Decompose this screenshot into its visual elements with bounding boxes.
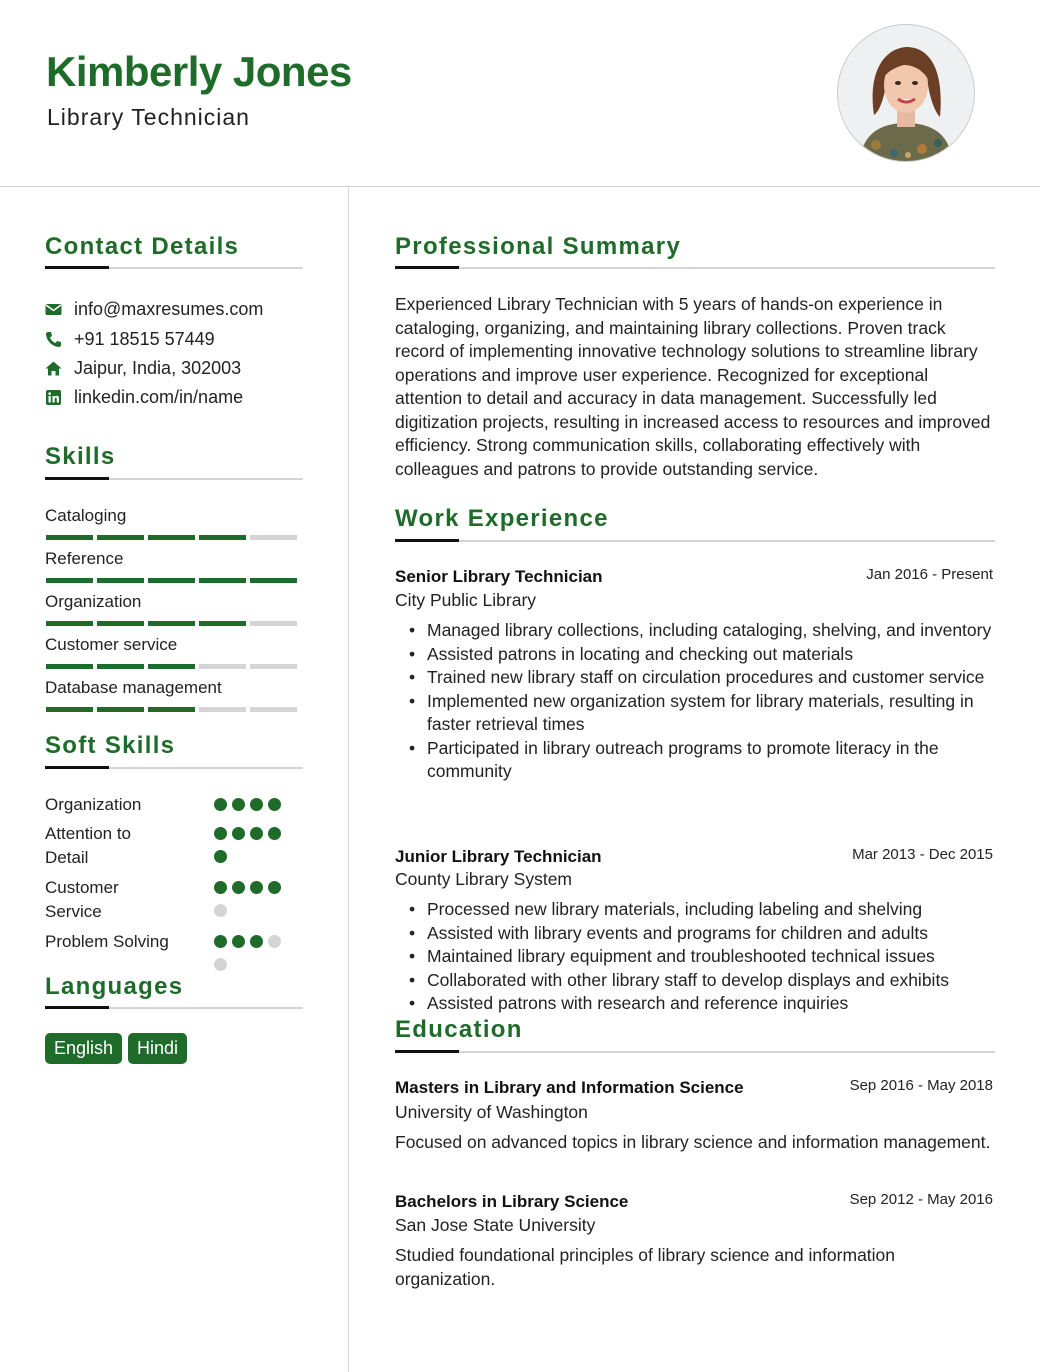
contact-linkedin[interactable] [45, 385, 243, 409]
contact-email-text: info@maxresumes.com [74, 298, 264, 319]
job-dates: Mar 2013 - Dec 2015 [852, 846, 993, 863]
soft-skill-dot [250, 798, 263, 811]
candidate-title: Library Technician [47, 104, 250, 130]
list-item: • Processed new library materials, including labeling and shelving [409, 898, 995, 922]
education-dates: Sep 2012 - May 2016 [849, 1191, 993, 1208]
skill-level-segment [250, 707, 297, 712]
skill-label: Organization [45, 592, 142, 611]
linkedin-icon [45, 389, 62, 406]
contact-linkedin-text: linkedin.com/in/name [74, 386, 244, 407]
job-title: Junior Library Technician [395, 847, 602, 866]
skill-level-segment [46, 621, 93, 626]
skill-level-segment [148, 578, 195, 583]
job-dates: Jan 2016 - Present [866, 566, 993, 583]
soft-skill-dot [214, 827, 227, 840]
soft-skill-dot [232, 935, 245, 948]
skill-level-segment [46, 535, 93, 540]
school-name: San Jose State University [395, 1215, 596, 1235]
soft-skill-dot [214, 881, 227, 894]
phone-icon [45, 331, 62, 348]
job-organization: City Public Library [395, 590, 537, 610]
skill-bar [46, 621, 301, 626]
soft-skill-rating [214, 827, 288, 863]
skill-level-segment [199, 535, 246, 540]
soft-skill-dot [214, 798, 227, 811]
skill-level-segment [97, 621, 144, 626]
soft-skill-label: Organization [45, 795, 142, 814]
soft-skill-dot [232, 827, 245, 840]
skill-label: Reference [45, 549, 124, 568]
skill-level-segment [46, 664, 93, 669]
soft-skill-dot [268, 798, 281, 811]
skills-heading: Skills [45, 443, 116, 470]
contact-heading-rule [45, 267, 303, 269]
home-icon [45, 360, 62, 377]
list-item: • Implemented new organization system for library materials, resulting in faster retrieval times [409, 690, 995, 737]
education-description: Focused on advanced topics in library science and information management. [395, 1132, 991, 1152]
languages-heading-rule [45, 1007, 303, 1009]
envelope-icon [45, 301, 62, 318]
column-divider [348, 187, 349, 1372]
list-item: • Assisted patrons with research and reference inquiries [409, 992, 995, 1016]
skill-level-segment [46, 707, 93, 712]
education-heading-rule [395, 1051, 995, 1053]
soft-skill-label: Customer Service [45, 878, 119, 921]
summary-text: Experienced Library Technician with 5 years of hands-on experience in cataloging, organizing, and maintaining library collections. Proven track record of implementing innovative technology solutions to streamline library operations and improve user experience. Recognized for exceptional attention to detail and accuracy in data management. Successfully led digitization projects, resulting in increased access to resources and improved efficiency. Strong communication skills, collaborating effectively with colleagues and patrons to provide outstanding service. [395, 294, 991, 479]
soft-skills-heading-rule [45, 767, 303, 769]
skill-level-segment [199, 621, 246, 626]
soft-skill-dot [232, 881, 245, 894]
education-heading: Education [395, 1016, 523, 1043]
experience-heading-rule [395, 540, 995, 542]
contact-heading: Contact Details [45, 233, 240, 260]
list-item: • Assisted with library events and programs for children and adults [409, 922, 995, 946]
list-item: • Trained new library staff on circulation procedures and customer service [409, 666, 995, 690]
skill-level-segment [199, 578, 246, 583]
contact-address-text: Jaipur, India, 302003 [74, 357, 242, 378]
soft-skill-rating [214, 881, 288, 917]
soft-skill-dot [250, 935, 263, 948]
skill-label: Database management [45, 678, 222, 697]
skill-level-segment [97, 535, 144, 540]
skill-bar [46, 664, 301, 669]
job-organization: County Library System [395, 869, 573, 889]
skill-level-segment [97, 578, 144, 583]
language-badge-english: English [45, 1033, 122, 1064]
degree-title: Bachelors in Library Science [395, 1192, 629, 1211]
soft-skill-dot [250, 827, 263, 840]
soft-skill-label: Attention to Detail [45, 824, 132, 867]
soft-skill-dot [268, 935, 281, 948]
list-item: • Assisted patrons in locating and checking out materials [409, 643, 995, 667]
soft-skill-dot [232, 798, 245, 811]
language-badge-hindi: Hindi [128, 1033, 187, 1064]
contact-phone[interactable] [45, 327, 215, 351]
job-title: Senior Library Technician [395, 567, 603, 586]
soft-skill-rating [214, 935, 288, 971]
skill-bar [46, 578, 301, 583]
skill-level-segment [97, 707, 144, 712]
skill-level-segment [250, 535, 297, 540]
school-name: University of Washington [395, 1102, 588, 1122]
skill-level-segment [199, 664, 246, 669]
soft-skill-dot [214, 850, 227, 863]
skill-level-segment [148, 535, 195, 540]
soft-skill-label: Problem Solving [45, 932, 169, 951]
soft-skill-dot [268, 827, 281, 840]
profile-photo [837, 24, 975, 162]
experience-heading: Work Experience [395, 505, 609, 532]
skill-bar [46, 707, 301, 712]
skill-label: Customer service [45, 635, 178, 654]
soft-skills-heading: Soft Skills [45, 732, 176, 759]
summary-heading-rule [395, 267, 995, 269]
contact-address [45, 356, 241, 380]
skill-level-segment [250, 621, 297, 626]
contact-phone-text: +91 18515 57449 [74, 328, 215, 349]
skill-level-segment [148, 664, 195, 669]
skill-bar [46, 535, 301, 540]
soft-skill-dot [214, 958, 227, 971]
soft-skill-dot [214, 904, 227, 917]
degree-title: Masters in Library and Information Science [395, 1078, 744, 1097]
education-dates: Sep 2016 - May 2018 [849, 1077, 993, 1094]
summary-heading: Professional Summary [395, 233, 682, 260]
list-item: • Collaborated with other library staff to develop displays and exhibits [409, 969, 995, 993]
skill-level-segment [199, 707, 246, 712]
skill-level-segment [97, 664, 144, 669]
languages-heading: Languages [45, 973, 184, 1000]
soft-skill-rating [214, 798, 288, 811]
job-bullets [409, 619, 995, 784]
skill-level-segment [250, 578, 297, 583]
skill-level-segment [250, 664, 297, 669]
resume-header [0, 0, 1040, 187]
skill-level-segment [148, 707, 195, 712]
education-description: Studied foundational principles of library science and information organization. [395, 1245, 896, 1289]
list-item: • Managed library collections, including cataloging, shelving, and inventory [409, 619, 995, 643]
skill-level-segment [148, 621, 195, 626]
skill-label: Cataloging [45, 506, 127, 525]
list-item: • Maintained library equipment and troubleshooted technical issues [409, 945, 995, 969]
soft-skill-dot [268, 881, 281, 894]
soft-skill-dot [214, 935, 227, 948]
contact-email[interactable] [45, 297, 263, 321]
skills-heading-rule [45, 478, 303, 480]
job-bullets [409, 898, 995, 1016]
list-item: • Participated in library outreach programs to promote literacy in the community [409, 737, 995, 784]
soft-skill-dot [250, 881, 263, 894]
skill-level-segment [46, 578, 93, 583]
candidate-name: Kimberly Jones [46, 48, 352, 95]
